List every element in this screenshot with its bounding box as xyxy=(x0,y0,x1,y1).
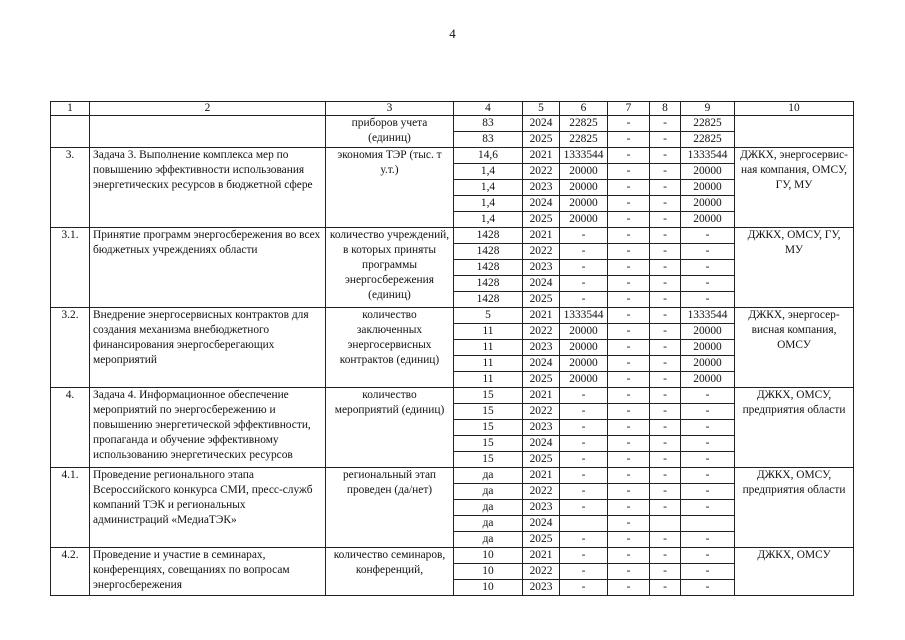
value-cell: 20000 xyxy=(560,196,608,212)
value-cell: - xyxy=(681,292,735,308)
value-cell: - xyxy=(650,244,681,260)
item-number: 3.1. xyxy=(51,228,90,308)
value-cell: 83 xyxy=(454,132,523,148)
value-cell: - xyxy=(608,580,650,596)
value-cell: 2025 xyxy=(523,132,560,148)
value-cell: - xyxy=(608,516,650,532)
measure-name: Задача 3. Выполнение комплекса мер по повышению эффективности использования энергетических ресурсов в бюджетной сфере xyxy=(90,148,326,228)
measures-table xyxy=(50,101,854,596)
value-cell: 20000 xyxy=(681,372,735,388)
value-cell: 20000 xyxy=(681,196,735,212)
value-cell: 2023 xyxy=(523,340,560,356)
value-cell: 10 xyxy=(454,548,523,564)
value-cell: 2024 xyxy=(523,516,560,532)
value-cell: - xyxy=(681,564,735,580)
value-cell: - xyxy=(608,500,650,516)
value-cell: - xyxy=(608,372,650,388)
value-cell: да xyxy=(454,500,523,516)
value-cell: - xyxy=(650,164,681,180)
value-cell: 10 xyxy=(454,564,523,580)
value-cell: 83 xyxy=(454,116,523,132)
executors xyxy=(735,116,854,148)
indicator-name: количество учреждений, в которых приняты программы энергосбережения (единиц) xyxy=(326,228,454,308)
executors: ДЖКХ, ОМСУ, предприятия области xyxy=(735,388,854,468)
value-cell: - xyxy=(560,564,608,580)
value-cell: - xyxy=(560,292,608,308)
item-number: 4. xyxy=(51,388,90,468)
value-cell: 11 xyxy=(454,340,523,356)
value-cell: - xyxy=(650,324,681,340)
value-cell: 2024 xyxy=(523,196,560,212)
value-cell: - xyxy=(608,468,650,484)
value-cell: - xyxy=(560,452,608,468)
value-cell: - xyxy=(608,196,650,212)
value-cell: 15 xyxy=(454,436,523,452)
value-cell: 20000 xyxy=(681,356,735,372)
value-cell: - xyxy=(650,116,681,132)
measure-name: Задача 4. Информационное обеспечение мероприятий по энергосбережению и повышению энергетической эффективности, пропаганда и обучение эффективному использованию энергетических ресурсов xyxy=(90,388,326,468)
value-cell: - xyxy=(560,388,608,404)
value-cell: 2025 xyxy=(523,452,560,468)
header-cell: 1 xyxy=(51,102,90,116)
value-cell: 15 xyxy=(454,420,523,436)
indicator-name: количество семинаров, конференций, xyxy=(326,548,454,596)
indicator-name: экономия ТЭР (тыс. т у.т.) xyxy=(326,148,454,228)
header-cell: 9 xyxy=(681,102,735,116)
value-cell: 22825 xyxy=(560,132,608,148)
value-cell: - xyxy=(608,356,650,372)
value-cell: 1333544 xyxy=(681,308,735,324)
value-cell: 1428 xyxy=(454,228,523,244)
indicator-name: количество мероприятий (единиц) xyxy=(326,388,454,468)
value-cell: - xyxy=(650,308,681,324)
item-number: 3.2. xyxy=(51,308,90,388)
item-number: 4.2. xyxy=(51,548,90,596)
value-cell: 20000 xyxy=(681,324,735,340)
value-cell: - xyxy=(681,484,735,500)
value-cell: - xyxy=(650,260,681,276)
value-cell: - xyxy=(650,356,681,372)
value-cell: - xyxy=(650,340,681,356)
value-cell: 1,4 xyxy=(454,164,523,180)
page-number: 4 xyxy=(449,26,456,41)
value-cell: 1333544 xyxy=(560,308,608,324)
value-cell: - xyxy=(681,388,735,404)
value-cell: 1333544 xyxy=(560,148,608,164)
table-header-row xyxy=(51,102,854,116)
value-cell: 20000 xyxy=(560,180,608,196)
value-cell: - xyxy=(650,132,681,148)
value-cell: - xyxy=(650,484,681,500)
value-cell: - xyxy=(650,468,681,484)
value-cell: - xyxy=(650,452,681,468)
value-cell: - xyxy=(608,420,650,436)
item-number xyxy=(51,116,90,148)
value-cell: 20000 xyxy=(560,324,608,340)
value-cell: 2023 xyxy=(523,260,560,276)
value-cell: - xyxy=(650,404,681,420)
header-cell: 10 xyxy=(735,102,854,116)
value-cell: - xyxy=(650,500,681,516)
value-cell: - xyxy=(681,228,735,244)
value-cell: - xyxy=(608,532,650,548)
value-cell: - xyxy=(608,132,650,148)
value-cell: - xyxy=(608,164,650,180)
value-cell: - xyxy=(681,580,735,596)
table-row xyxy=(51,116,854,132)
value-cell: 1,4 xyxy=(454,180,523,196)
value-cell: 15 xyxy=(454,404,523,420)
value-cell: - xyxy=(560,228,608,244)
value-cell: 2025 xyxy=(523,532,560,548)
value-cell: - xyxy=(608,212,650,228)
executors: ДЖКХ, ОМСУ xyxy=(735,548,854,596)
value-cell: 20000 xyxy=(560,212,608,228)
value-cell: - xyxy=(608,404,650,420)
value-cell: - xyxy=(681,500,735,516)
value-cell: - xyxy=(560,468,608,484)
value-cell: 1333544 xyxy=(681,148,735,164)
value-cell: - xyxy=(560,484,608,500)
value-cell: - xyxy=(650,564,681,580)
value-cell: 20000 xyxy=(560,356,608,372)
value-cell: - xyxy=(560,244,608,260)
value-cell: - xyxy=(650,180,681,196)
value-cell: 1428 xyxy=(454,244,523,260)
value-cell: - xyxy=(608,260,650,276)
value-cell xyxy=(681,516,735,532)
indicator-name: количество заключенных энергосервисных контрактов (единиц) xyxy=(326,308,454,388)
value-cell: - xyxy=(650,276,681,292)
header-cell: 2 xyxy=(90,102,326,116)
value-cell: - xyxy=(650,580,681,596)
value-cell: - xyxy=(608,228,650,244)
value-cell: - xyxy=(650,436,681,452)
value-cell: - xyxy=(681,548,735,564)
value-cell: - xyxy=(650,388,681,404)
table-row xyxy=(51,228,854,244)
header-cell: 6 xyxy=(560,102,608,116)
table-row xyxy=(51,468,854,484)
executors: ДЖКХ, энергосервисная компания, ОМСУ, ГУ, МУ xyxy=(735,148,854,228)
value-cell: 15 xyxy=(454,388,523,404)
value-cell: 20000 xyxy=(681,212,735,228)
executors: ДЖКХ, ОМСУ, предприятия области xyxy=(735,468,854,548)
value-cell: 20000 xyxy=(560,340,608,356)
value-cell: - xyxy=(608,388,650,404)
value-cell: 2022 xyxy=(523,324,560,340)
value-cell: - xyxy=(560,532,608,548)
value-cell: 2023 xyxy=(523,180,560,196)
item-number: 3. xyxy=(51,148,90,228)
indicator-name: региональный этап проведен (да/нет) xyxy=(326,468,454,548)
value-cell: 22825 xyxy=(560,116,608,132)
value-cell: 2022 xyxy=(523,484,560,500)
value-cell: 20000 xyxy=(560,372,608,388)
value-cell: - xyxy=(681,436,735,452)
value-cell: 2021 xyxy=(523,468,560,484)
value-cell: 2023 xyxy=(523,420,560,436)
value-cell: 15 xyxy=(454,452,523,468)
value-cell xyxy=(650,516,681,532)
value-cell: - xyxy=(608,484,650,500)
value-cell: - xyxy=(650,532,681,548)
measure-name: Принятие программ энергосбережения во всех бюджетных учреждениях области xyxy=(90,228,326,308)
value-cell: 2025 xyxy=(523,212,560,228)
value-cell: - xyxy=(650,292,681,308)
value-cell: 2021 xyxy=(523,148,560,164)
value-cell: - xyxy=(608,548,650,564)
value-cell: - xyxy=(650,228,681,244)
header-cell: 4 xyxy=(454,102,523,116)
table-row xyxy=(51,388,854,404)
measure-name: Проведение регионального этапа Всероссийского конкурса СМИ, пресс-служб компаний ТЭК и региональных администраций «МедиаТЭК» xyxy=(90,468,326,548)
value-cell: 2024 xyxy=(523,116,560,132)
value-cell: 2021 xyxy=(523,548,560,564)
value-cell: - xyxy=(650,372,681,388)
value-cell: - xyxy=(608,324,650,340)
value-cell: - xyxy=(608,180,650,196)
value-cell: 1,4 xyxy=(454,196,523,212)
value-cell: - xyxy=(608,340,650,356)
value-cell: 22825 xyxy=(681,132,735,148)
value-cell: 11 xyxy=(454,372,523,388)
table-row xyxy=(51,308,854,324)
value-cell: - xyxy=(608,148,650,164)
table-row xyxy=(51,548,854,564)
value-cell: 14,6 xyxy=(454,148,523,164)
value-cell: 1428 xyxy=(454,260,523,276)
value-cell: - xyxy=(608,452,650,468)
value-cell: - xyxy=(681,260,735,276)
value-cell: 2023 xyxy=(523,580,560,596)
value-cell: 2022 xyxy=(523,244,560,260)
value-cell: - xyxy=(650,212,681,228)
value-cell: 2022 xyxy=(523,564,560,580)
value-cell: 20000 xyxy=(560,164,608,180)
value-cell: - xyxy=(608,116,650,132)
value-cell: - xyxy=(650,420,681,436)
value-cell: 2021 xyxy=(523,388,560,404)
value-cell: - xyxy=(681,420,735,436)
value-cell: - xyxy=(560,260,608,276)
indicator-name: приборов учета (единиц) xyxy=(326,116,454,148)
value-cell: - xyxy=(608,436,650,452)
value-cell: 2024 xyxy=(523,356,560,372)
value-cell: - xyxy=(681,468,735,484)
table-row xyxy=(51,148,854,164)
value-cell: - xyxy=(608,276,650,292)
value-cell: 11 xyxy=(454,324,523,340)
value-cell: - xyxy=(681,244,735,260)
measure-name xyxy=(90,116,326,148)
value-cell: - xyxy=(650,196,681,212)
value-cell: да xyxy=(454,468,523,484)
value-cell: 20000 xyxy=(681,164,735,180)
value-cell: 11 xyxy=(454,356,523,372)
header-cell: 3 xyxy=(326,102,454,116)
measure-name: Внедрение энергосервисных контрактов для создания механизма внебюджетного финансирования энергосберегающих мероприятий xyxy=(90,308,326,388)
value-cell: - xyxy=(608,292,650,308)
value-cell: 2021 xyxy=(523,228,560,244)
value-cell: - xyxy=(681,276,735,292)
value-cell: 1428 xyxy=(454,292,523,308)
value-cell: да xyxy=(454,484,523,500)
value-cell: 2022 xyxy=(523,164,560,180)
value-cell: 2025 xyxy=(523,372,560,388)
value-cell: - xyxy=(560,548,608,564)
value-cell: - xyxy=(608,308,650,324)
item-number: 4.1. xyxy=(51,468,90,548)
value-cell: - xyxy=(681,404,735,420)
value-cell: 1,4 xyxy=(454,212,523,228)
value-cell: 22825 xyxy=(681,116,735,132)
value-cell: 2024 xyxy=(523,276,560,292)
value-cell: 2024 xyxy=(523,436,560,452)
value-cell: 5 xyxy=(454,308,523,324)
executors: ДЖКХ, энергосервисная компания, ОМСУ xyxy=(735,308,854,388)
value-cell: 2025 xyxy=(523,292,560,308)
value-cell: - xyxy=(650,548,681,564)
value-cell: - xyxy=(560,420,608,436)
value-cell: - xyxy=(681,532,735,548)
value-cell: - xyxy=(560,436,608,452)
value-cell: 20000 xyxy=(681,340,735,356)
executors: ДЖКХ, ОМСУ, ГУ, МУ xyxy=(735,228,854,308)
value-cell: да xyxy=(454,516,523,532)
value-cell: - xyxy=(608,564,650,580)
value-cell: 2022 xyxy=(523,404,560,420)
value-cell: - xyxy=(608,244,650,260)
value-cell: 2021 xyxy=(523,308,560,324)
value-cell: - xyxy=(560,580,608,596)
value-cell: - xyxy=(560,276,608,292)
value-cell: - xyxy=(650,148,681,164)
measure-name: Проведение и участие в семинарах, конференциях, совещаниях по вопросам энергосбережения xyxy=(90,548,326,596)
value-cell: 1428 xyxy=(454,276,523,292)
value-cell: 20000 xyxy=(681,180,735,196)
value-cell: 2023 xyxy=(523,500,560,516)
value-cell: - xyxy=(681,452,735,468)
value-cell: 10 xyxy=(454,580,523,596)
value-cell: да xyxy=(454,532,523,548)
header-cell: 8 xyxy=(650,102,681,116)
value-cell xyxy=(560,516,608,532)
value-cell: - xyxy=(560,500,608,516)
header-cell: 5 xyxy=(523,102,560,116)
value-cell: - xyxy=(560,404,608,420)
header-cell: 7 xyxy=(608,102,650,116)
